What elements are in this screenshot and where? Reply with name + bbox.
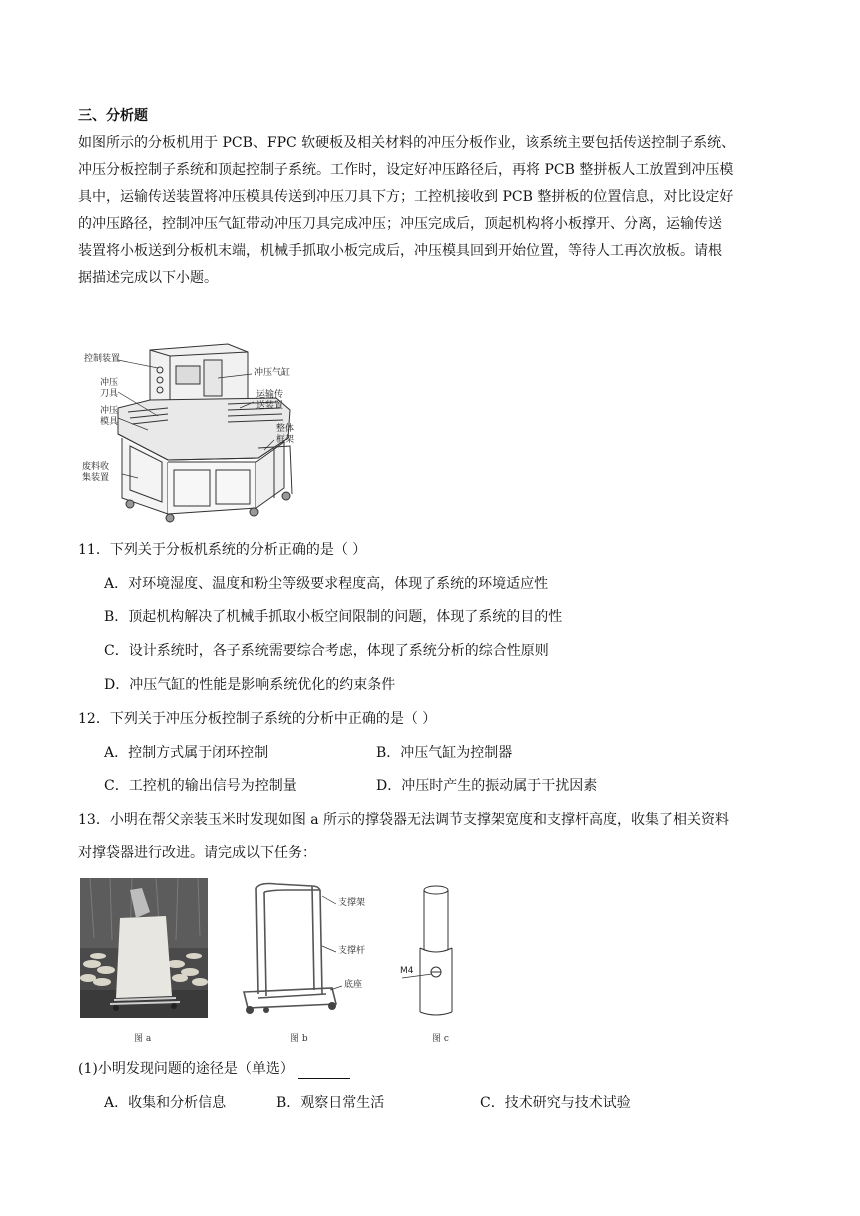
label-transport: 运输传 送装置 (256, 390, 284, 411)
label-support-frame: 支撑架 (338, 898, 366, 908)
machine-figure (78, 338, 308, 524)
section-title: 三、分析题 (78, 108, 148, 124)
sub1-option-c: C．技术研究与技术试验 (480, 1095, 631, 1111)
label-waste-collector: 废料收 集装置 (82, 462, 110, 483)
intro-line: 据描述完成以下小题。 (78, 270, 218, 286)
q12-option-d: D．冲压时产生的振动属于干扰因素 (376, 778, 598, 794)
label-cylinder: 冲压气缸 (254, 368, 291, 378)
label-frame: 整体 框架 (276, 424, 295, 445)
q11-option-a: A．对环境湿度、温度和粉尘等级要求程度高，体现了系统的环境适应性 (104, 576, 549, 592)
figure-b-diagram (236, 878, 386, 1018)
figure-c-caption: 图 c (432, 1034, 449, 1044)
q11-option-d: D．冲压气缸的性能是影响系统优化的约束条件 (104, 677, 396, 693)
intro-line: 冲压分板控制子系统和顶起控制子系统。工作时，设定好冲压路径后，再将 PCB 整拼板人工放置到冲压模 (78, 162, 734, 178)
figure-a-photo (80, 878, 208, 1018)
intro-line: 如图所示的分板机用于 PCB、FPC 软硬板及相关材料的冲压分板作业，该系统主要包括传送控制子系统、 (78, 135, 736, 151)
figure-a-caption: 图 a (134, 1034, 152, 1044)
q13-stem-line-1: 13．小明在帮父亲装玉米时发现如图 a 所示的撑袋器无法调节支撑架宽度和支撑杆高度，收集了相关资料 (78, 812, 730, 828)
label-tool: 冲压 刀具 (100, 378, 119, 399)
answer-blank[interactable] (298, 1064, 350, 1079)
q11-option-c: C．设计系统时，各子系统需要综合考虑，体现了系统分析的综合性原则 (104, 643, 549, 659)
q12-option-a: A．控制方式属于闭环控制 (104, 745, 269, 761)
intro-line: 的冲压路径，控制冲压气缸带动冲压刀具完成冲压；冲压完成后，顶起机构将小板撑开、分离，运输传送 (78, 216, 722, 232)
machine-illustration (78, 338, 308, 524)
figure-c-diagram (398, 880, 466, 1020)
label-m4: M4 (400, 966, 414, 976)
tube-connection-drawing (398, 880, 466, 1020)
q12-option-c: C．工控机的输出信号为控制量 (104, 778, 297, 794)
intro-paragraph (78, 133, 735, 295)
q11-option-b: B．顶起机构解决了机械手抓取小板空间限制的问题，体现了系统的目的性 (104, 609, 563, 625)
sub1-option-b: B．观察日常生活 (276, 1095, 385, 1111)
label-mold: 冲压 模具 (100, 406, 119, 427)
intro-line: 装置将小板送到分板机末端，机械手抓取小板完成后，冲压模具回到开始位置，等待人工再次放板。请根 (78, 243, 722, 259)
label-control-device: 控制装置 (84, 354, 121, 364)
intro-line: 具中，运输传送装置将冲压模具传送到冲压刀具下方；工控机接收到 PCB 整拼板的位置信息，对比设定好 (78, 189, 734, 205)
bag-holder-photo (80, 878, 208, 1018)
sub1-option-a: A．收集和分析信息 (104, 1095, 227, 1111)
q13-stem-line-2: 对撑袋器进行改进。请完成以下任务： (78, 845, 316, 861)
q12-option-b: B．冲压气缸为控制器 (376, 745, 513, 761)
label-base: 底座 (344, 980, 363, 990)
q11-stem: 11．下列关于分板机系统的分析正确的是（ ） (78, 542, 367, 558)
sub1-stem (78, 1059, 350, 1079)
q12-stem: 12．下列关于冲压分板控制子系统的分析中正确的是（ ） (78, 711, 437, 727)
sub1-stem-text: (1)小明发现问题的途径是（单选） (78, 1061, 294, 1077)
label-support-rod: 支撑杆 (338, 946, 366, 956)
figure-b-caption: 图 b (290, 1034, 308, 1044)
